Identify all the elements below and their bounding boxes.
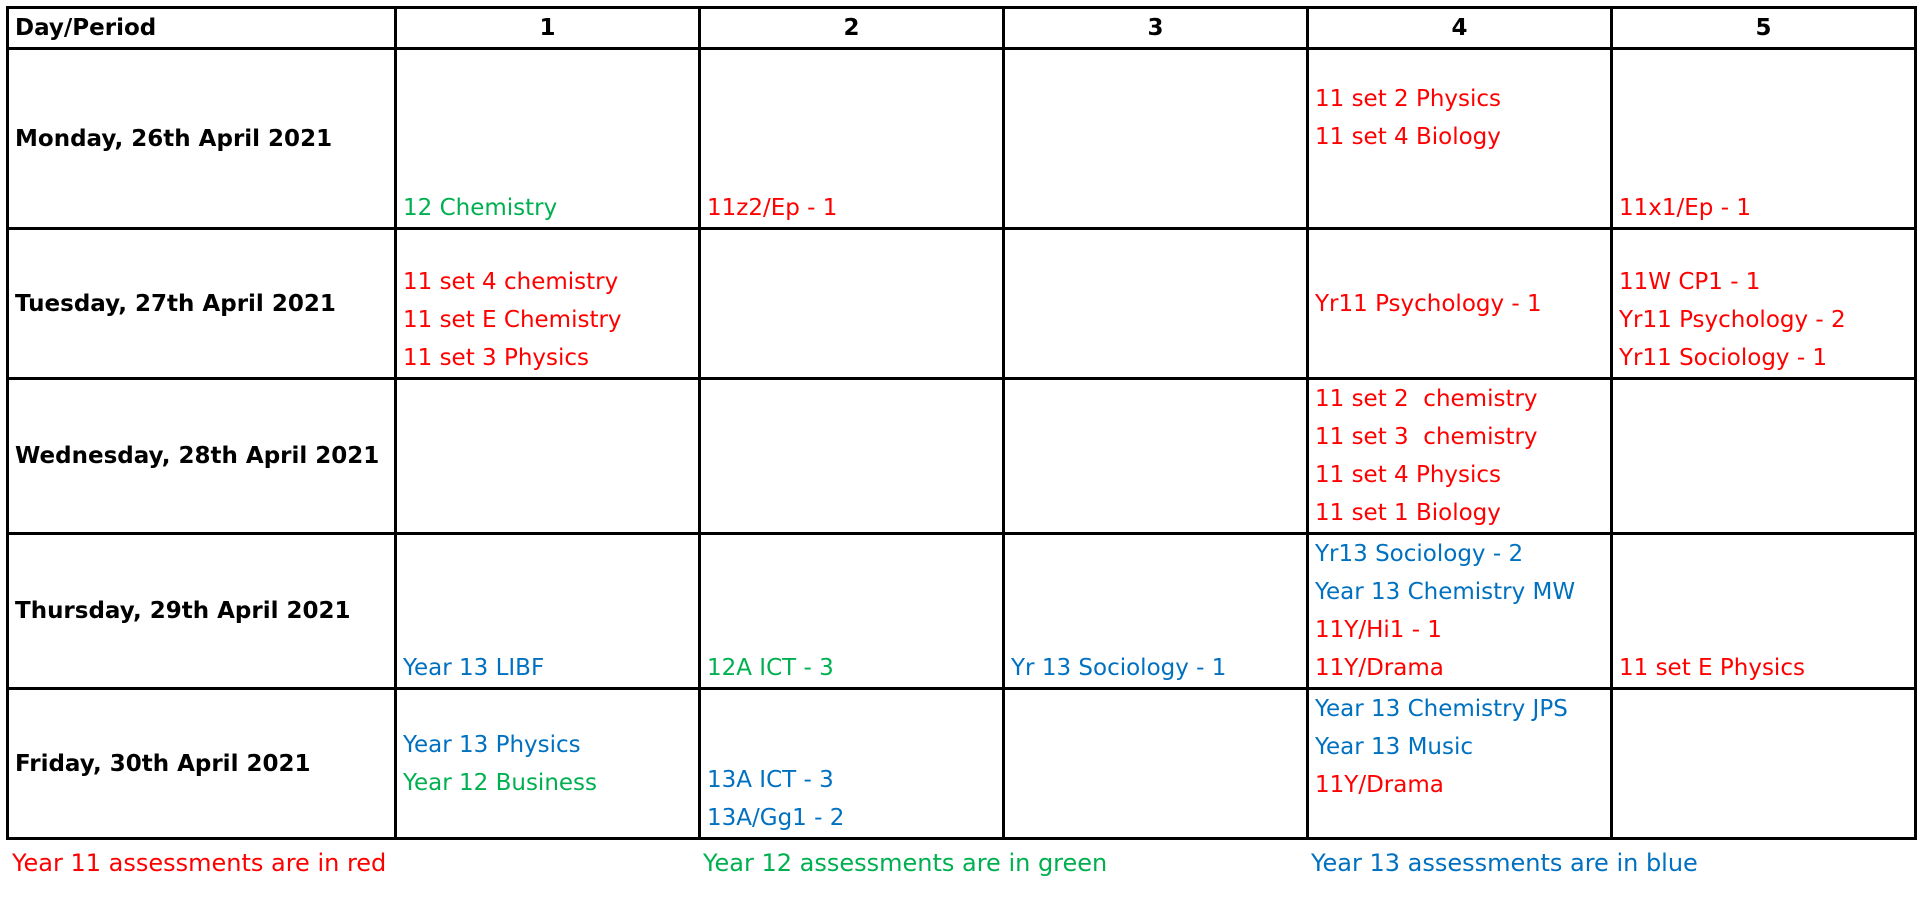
timetable-cell	[1612, 49, 1916, 229]
timetable-cell	[396, 49, 700, 229]
table-row	[8, 689, 1916, 839]
timetable-cell	[1004, 534, 1308, 689]
day-label: Wednesday, 28th April 2021	[8, 379, 396, 534]
assessment-entry: 11 set 4 Biology	[1315, 124, 1501, 150]
assessment-entry: Year 13 Chemistry JPS	[1315, 696, 1568, 722]
timetable-cell	[700, 379, 1004, 534]
timetable-cell	[1612, 379, 1916, 534]
assessment-entry: 11 set 3 Physics	[403, 345, 590, 371]
day-label: Monday, 26th April 2021	[8, 49, 396, 229]
legend-year12: Year 12 assessments are in green	[703, 849, 1108, 877]
assessment-entry: Year 13 Physics	[403, 731, 581, 758]
table-row	[8, 534, 1916, 689]
assessment-entry: 11Y/Hi1 - 1	[1315, 617, 1442, 643]
timetable-cell	[1308, 534, 1612, 689]
assessment-entry: 11 set 2 Physics	[1315, 86, 1502, 112]
assessment-entry: 11W CP1 - 1	[1619, 269, 1761, 295]
assessment-entry: 11x1/Ep - 1	[1619, 195, 1751, 221]
assessment-entry: 13A/Gg1 - 2	[707, 805, 845, 831]
day-label: Tuesday, 27th April 2021	[8, 229, 396, 379]
header-period-5: 5	[1612, 8, 1916, 49]
assessment-entry: 13A ICT - 3	[707, 767, 834, 793]
timetable-cell	[1004, 49, 1308, 229]
assessment-entry: 11z2/Ep - 1	[707, 195, 838, 221]
header-period-4: 4	[1308, 8, 1612, 49]
timetable-cell	[700, 689, 1004, 839]
assessment-entry: 11 set 2 chemistry	[1315, 386, 1538, 412]
timetable-cell	[1308, 379, 1612, 534]
assessment-entry: Year 13 Chemistry MW	[1315, 579, 1576, 605]
assessment-entry: 11 set 4 chemistry	[403, 269, 619, 295]
legend-year11: Year 11 assessments are in red	[12, 849, 387, 877]
timetable-cell	[700, 534, 1004, 689]
assessment-entry: Year 12 Business	[403, 769, 598, 796]
timetable-cell	[396, 689, 700, 839]
day-label: Friday, 30th April 2021	[8, 689, 396, 839]
assessment-entry: 11 set 3 chemistry	[1315, 424, 1538, 450]
header-period-3: 3	[1004, 8, 1308, 49]
table-row	[8, 229, 1916, 379]
timetable-cell	[1612, 689, 1916, 839]
assessment-entry: 11 set 4 Physics	[1315, 462, 1502, 488]
assessment-entry: 12A ICT - 3	[707, 655, 834, 681]
day-label: Thursday, 29th April 2021	[8, 534, 396, 689]
assessment-entry: 12 Chemistry	[403, 195, 558, 221]
header-period-2: 2	[700, 8, 1004, 49]
timetable-cell	[700, 49, 1004, 229]
timetable-cell	[1004, 689, 1308, 839]
assessment-entry: Yr11 Psychology - 2	[1619, 307, 1846, 333]
assessment-entry: Yr11 Sociology - 1	[1619, 345, 1828, 371]
timetable-cell	[396, 379, 700, 534]
timetable-cell	[1004, 379, 1308, 534]
timetable-cell	[1308, 229, 1612, 379]
assessment-entry: Yr13 Sociology - 2	[1315, 541, 1524, 567]
timetable-cell	[1612, 534, 1916, 689]
assessment-entry: Year 13 LIBF	[403, 655, 545, 681]
timetable-cell	[700, 229, 1004, 379]
assessment-entry: 11 set E Physics	[1619, 655, 1805, 681]
assessment-timetable	[6, 6, 1917, 840]
assessment-entry: Yr11 Psychology - 1	[1315, 290, 1542, 317]
timetable-cell	[1004, 229, 1308, 379]
table-row	[8, 379, 1916, 534]
assessment-entry: 11Y/Drama	[1315, 655, 1444, 681]
timetable-cell	[1308, 49, 1612, 229]
header-day-period: Day/Period	[8, 8, 396, 49]
timetable-cell	[1612, 229, 1916, 379]
assessment-entry: Yr 13 Sociology - 1	[1011, 655, 1227, 681]
timetable-cell	[396, 534, 700, 689]
assessment-entry: 11 set 1 Biology	[1315, 500, 1501, 526]
header-period-1: 1	[396, 8, 700, 49]
assessment-entry: 11Y/Drama	[1315, 772, 1444, 798]
assessment-entry: 11 set E Chemistry	[403, 307, 622, 333]
timetable-cell	[396, 229, 700, 379]
legend-year13: Year 13 assessments are in blue	[1311, 849, 1698, 877]
assessment-entry: Year 13 Music	[1315, 734, 1474, 760]
header-row	[8, 8, 1916, 49]
table-row	[8, 49, 1916, 229]
timetable-cell	[1308, 689, 1612, 839]
